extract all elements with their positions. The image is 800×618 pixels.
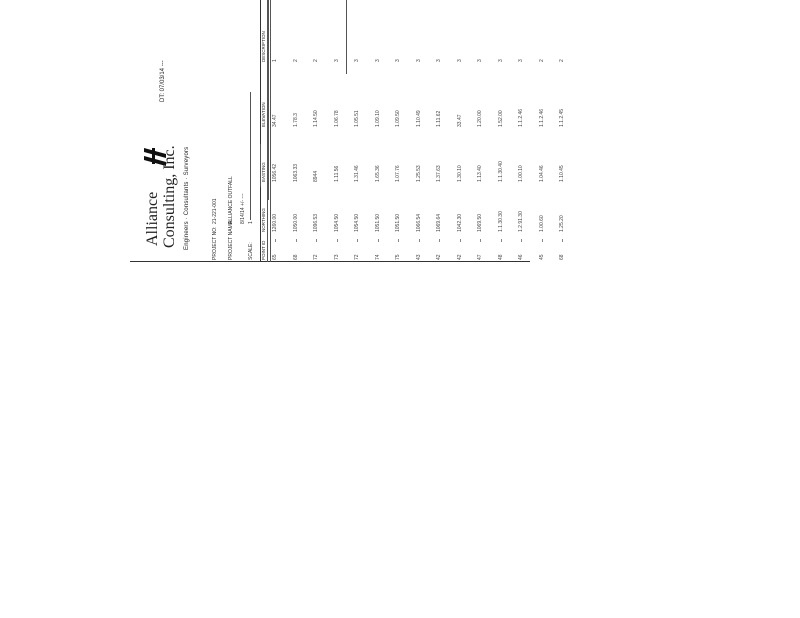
row-tick xyxy=(501,239,502,242)
document-date: DT: 07/03/14 --- xyxy=(160,60,166,102)
company-logo-icon xyxy=(142,144,168,170)
cell-description: 3 xyxy=(436,59,442,62)
cell-easting: 1.30.10 xyxy=(456,165,463,182)
cell-point-id: 42 xyxy=(436,254,442,260)
cell-point-id: 43 xyxy=(415,254,422,260)
cell-elevation: 1.10.49 xyxy=(415,110,422,127)
cell-easting: 1.04.46 xyxy=(538,165,545,182)
row-tick xyxy=(480,239,481,242)
cell-elevation: 1.52.00 xyxy=(497,110,504,127)
table-row xyxy=(514,0,534,262)
cell-description: 3 xyxy=(497,59,504,62)
cell-easting: 1056.42 xyxy=(272,163,278,182)
table-row xyxy=(453,0,473,262)
table-row xyxy=(494,0,514,262)
cell-elevation: 34.47 xyxy=(272,114,278,127)
cell-easting: 1.10.45 xyxy=(559,165,565,182)
cell-easting: 1.00.10 xyxy=(518,165,524,182)
row-tick xyxy=(542,239,543,242)
table-row xyxy=(268,0,288,262)
meta-label: PROJECT NAME: xyxy=(228,219,234,260)
cell-description: 2 xyxy=(313,59,319,62)
table-rule xyxy=(346,0,347,74)
cell-elevation: 1.78.3 xyxy=(292,113,299,127)
table-row xyxy=(412,0,432,262)
row-tick xyxy=(521,239,522,242)
cell-elevation: 1.09.50 xyxy=(395,110,401,127)
cell-description: 2 xyxy=(292,59,299,62)
row-tick xyxy=(398,239,399,242)
cell-easting: 1.31.46 xyxy=(354,165,360,182)
cell-northing: 1.25.20 xyxy=(559,215,565,232)
row-tick xyxy=(378,239,379,242)
cell-easting: 1.37.63 xyxy=(436,165,442,182)
cell-description: 3 xyxy=(354,59,360,62)
cell-elevation: 1.20.00 xyxy=(477,110,483,127)
cell-elevation: 1.09.10 xyxy=(374,110,381,127)
cell-point-id: 72 xyxy=(313,254,319,260)
cell-elevation: 1.1.2.46 xyxy=(538,108,545,127)
cell-northing: 1051.50 xyxy=(374,213,381,232)
cell-description: 2 xyxy=(559,59,565,62)
row-tick xyxy=(562,239,563,242)
cell-elevation: 1.14.50 xyxy=(313,110,319,127)
meta-value: 21-221-001 xyxy=(212,198,218,224)
cell-northing: 1.1.30.30 xyxy=(497,211,504,232)
meta-label: SCALE: xyxy=(248,242,254,260)
cell-point-id: 46 xyxy=(518,254,524,260)
cell-description: 3 xyxy=(456,59,463,62)
company-name-line1: Alliance xyxy=(144,191,161,246)
cell-northing: 1054.50 xyxy=(354,213,360,232)
row-tick xyxy=(357,239,358,242)
row-tick xyxy=(419,239,420,242)
cell-easting: 1.11.56 xyxy=(333,165,340,182)
header-elevation: ELEVATION xyxy=(261,102,266,127)
cell-easting: 1.13.40 xyxy=(477,165,483,182)
cell-point-id: 72 xyxy=(354,254,360,260)
cell-point-id: 68 xyxy=(559,254,565,260)
cell-description: 3 xyxy=(395,59,401,62)
cell-northing: 1069.50 xyxy=(477,213,483,232)
row-tick xyxy=(439,239,440,242)
cell-northing: 1050.00 xyxy=(292,213,299,232)
cell-elevation: 1.06.78 xyxy=(333,110,340,127)
cell-point-id: 75 xyxy=(395,254,401,260)
table-row xyxy=(289,0,309,262)
cell-point-id: 68 xyxy=(292,254,299,260)
header-point-id: POINT ID xyxy=(261,240,266,260)
cell-description: 3 xyxy=(477,59,483,62)
table-row xyxy=(391,0,411,262)
table-row xyxy=(309,0,329,262)
cell-easting: 1063.33 xyxy=(292,163,299,182)
meta-value: 1 xyxy=(248,221,254,224)
company-tagline: Engineers · Consultants · Surveyors xyxy=(184,146,190,250)
cell-description: 3 xyxy=(518,59,524,62)
cell-northing: 1069.64 xyxy=(436,213,442,232)
cell-point-id: 74 xyxy=(374,254,381,260)
table-row xyxy=(555,0,575,262)
cell-point-id: 45 xyxy=(538,254,545,260)
table-rule xyxy=(268,0,269,200)
cell-northing: 1054.50 xyxy=(333,213,340,232)
scanned-page xyxy=(130,0,565,262)
meta-value: 8/14/14 +/- --- xyxy=(240,193,246,224)
table-row xyxy=(473,0,493,262)
cell-northing: 1.00.60 xyxy=(538,215,545,232)
company-name-line2: Consulting, Inc. xyxy=(161,145,178,248)
table-rule xyxy=(250,92,251,220)
table-row xyxy=(371,0,391,262)
table-rule xyxy=(270,0,271,262)
cell-northing: 1051.50 xyxy=(395,213,401,232)
row-tick xyxy=(460,239,461,242)
header-description: DESCRIPTION xyxy=(261,31,266,62)
cell-elevation: 33.47 xyxy=(456,114,463,127)
cell-elevation: 1.1.2.45 xyxy=(559,108,565,127)
table-rule xyxy=(260,144,261,187)
cell-description: 1 xyxy=(272,59,278,62)
cell-description: 3 xyxy=(333,59,340,62)
cell-northing: 1096.53 xyxy=(313,213,319,232)
cell-elevation: 1.05.51 xyxy=(354,110,360,127)
cell-easting: 8944 xyxy=(313,170,319,182)
cell-northing: 1042.30 xyxy=(456,213,463,232)
row-tick xyxy=(337,239,338,242)
cell-northing: 1066.54 xyxy=(415,213,422,232)
table-row xyxy=(535,0,555,262)
cell-description: 3 xyxy=(415,59,422,62)
cell-northing: 1260.00 xyxy=(272,213,278,232)
header-northing: NORTHING xyxy=(261,208,266,232)
table-row xyxy=(350,0,370,262)
cell-easting: 1.1.30.40 xyxy=(497,161,504,182)
row-tick xyxy=(296,239,297,242)
cell-point-id: 42 xyxy=(456,254,463,260)
cell-description: 2 xyxy=(538,59,545,62)
row-tick xyxy=(316,239,317,242)
table-row xyxy=(432,0,452,262)
cell-elevation: 1.11.62 xyxy=(436,110,442,127)
cell-elevation: 1.1.2.46 xyxy=(518,108,524,127)
header-easting: EASTING xyxy=(261,162,266,182)
cell-point-id: 73 xyxy=(333,254,340,260)
cell-easting: 1.07.76 xyxy=(395,165,401,182)
cell-easting: 1.65.36 xyxy=(374,165,381,182)
meta-value: ALLIANCE OUTFALL xyxy=(228,176,234,224)
cell-point-id: 48 xyxy=(497,254,504,260)
cell-northing: 1.2.91.30 xyxy=(518,211,524,232)
row-tick xyxy=(275,239,276,242)
cell-easting: 1.25.53 xyxy=(415,165,422,182)
cell-point-id: 47 xyxy=(477,254,483,260)
cell-point-id: 65 xyxy=(272,254,278,260)
cell-description: 3 xyxy=(374,59,381,62)
meta-label: PROJECT NO: xyxy=(212,226,218,260)
